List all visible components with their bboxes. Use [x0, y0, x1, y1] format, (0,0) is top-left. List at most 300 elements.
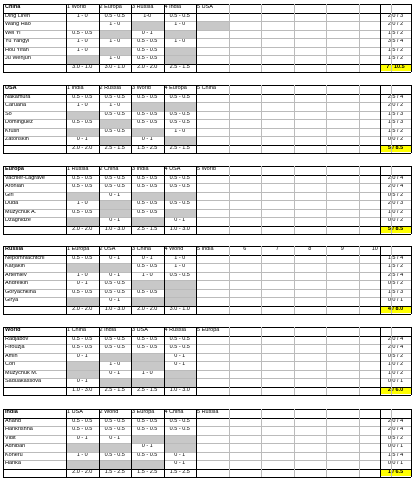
- round-header: 5 USA: [197, 4, 213, 10]
- player-score: 1.0 / 2: [387, 361, 404, 367]
- round-header: [359, 166, 392, 174]
- player-score: 0.5 / 2: [387, 191, 404, 198]
- game-result: 1 - 0: [109, 102, 121, 108]
- match-total: 1.5 - 2.5: [137, 144, 158, 151]
- player-name: Amin: [5, 352, 18, 359]
- round-header: 1 World: [67, 4, 86, 10]
- game-result: 1 - 0: [76, 12, 88, 19]
- game-result: 0.5 - 0.5: [72, 417, 93, 424]
- grid-line: [3, 21, 411, 22]
- grid-line: [359, 327, 360, 395]
- game-result: 0.5 - 0.5: [72, 335, 93, 342]
- grid-line: [196, 327, 197, 395]
- shaded-cell: [132, 362, 164, 370]
- round-header: 1 USA: [67, 409, 83, 415]
- shaded-cell: [165, 137, 197, 145]
- game-result: 0 - 1: [76, 136, 88, 142]
- match-total: 2.5 - 1.5: [137, 386, 158, 393]
- grid-line: [380, 166, 381, 234]
- grid-line: [391, 85, 392, 153]
- player-name: Ju Wenjun: [5, 55, 31, 61]
- grid-line: [326, 166, 327, 234]
- shaded-cell: [100, 461, 132, 469]
- player-score: 1.5 / 2: [387, 127, 404, 134]
- grid-line: [99, 85, 100, 153]
- grid-line: [3, 272, 411, 273]
- round-header: 4 India: [164, 4, 182, 10]
- game-result: 0 - 1: [141, 136, 153, 142]
- grid-line: [3, 102, 411, 103]
- game-result: 0.5 - 0.5: [169, 417, 190, 424]
- round-header: 5 India: [197, 246, 214, 252]
- grid-line: [380, 327, 381, 395]
- game-result: 0.5 - 0.5: [72, 344, 93, 350]
- grid-line: [326, 85, 327, 153]
- shaded-cell: [100, 379, 132, 387]
- grid-line: [131, 246, 132, 314]
- game-result: 0.5 - 0.5: [169, 271, 190, 278]
- shaded-cell: [197, 22, 229, 30]
- game-result: 1 - 0: [174, 263, 186, 269]
- grid-line: [391, 166, 392, 234]
- grid-line: [3, 111, 411, 112]
- grid-line: [131, 85, 132, 153]
- game-result: 0 - 1: [76, 378, 88, 384]
- grid-line: [3, 13, 411, 14]
- game-result: 0.5 - 0.5: [169, 344, 190, 350]
- shaded-cell: [165, 436, 197, 444]
- round-header: 5 World: [197, 166, 216, 172]
- grid-line: [294, 4, 295, 72]
- match-total: 1.5 - 2.5: [104, 468, 125, 475]
- round-header: 2 Europa: [99, 4, 122, 10]
- grid-line: [3, 280, 411, 281]
- player-name: Anand: [5, 417, 21, 424]
- game-result: 1 - 0: [174, 254, 186, 261]
- shaded-cell: [67, 444, 99, 452]
- shaded-cell: [165, 48, 197, 56]
- game-result: 0.5 - 0.5: [104, 110, 125, 117]
- grid-line: [3, 38, 411, 39]
- grid-line: [294, 409, 295, 477]
- grid-line: [411, 85, 412, 153]
- player-name: Krush: [5, 127, 20, 134]
- round-header: [294, 166, 327, 174]
- match-total: 2.5 - 1.5: [169, 63, 190, 70]
- game-result: 0.5 - 0.5: [137, 38, 158, 44]
- shaded-cell: [165, 193, 197, 201]
- game-result: 1 - 0: [76, 451, 88, 458]
- round-header: [326, 85, 359, 93]
- grid-line: [3, 306, 411, 307]
- round-header: [294, 85, 327, 93]
- grid-line: [131, 409, 132, 477]
- shaded-cell: [165, 103, 197, 111]
- shaded-cell: [132, 22, 164, 30]
- game-result: 0 - 1: [141, 443, 153, 449]
- shaded-cell: [132, 436, 164, 444]
- round-header: [294, 327, 327, 335]
- grid-line: [99, 327, 100, 395]
- game-result: 1 - 0: [76, 38, 88, 44]
- round-header: 1 Europa: [67, 246, 90, 252]
- team-name: Russia: [5, 246, 24, 252]
- grid-line: [3, 452, 411, 453]
- team-final-score: 1 / 6.5: [380, 469, 411, 477]
- round-header: 1 India: [67, 85, 84, 91]
- grid-line: [391, 4, 392, 72]
- grid-line: [3, 30, 411, 31]
- game-result: 0.5 - 0.5: [137, 263, 158, 269]
- round-header: 10: [371, 246, 378, 252]
- grid-line: [66, 4, 67, 72]
- grid-line: [131, 166, 132, 234]
- shaded-cell: [132, 129, 164, 137]
- grid-line: [3, 344, 411, 345]
- grid-line: [261, 85, 262, 153]
- team-final-score: 7 / 10.5: [380, 64, 411, 72]
- player-score: 0.5 / 2: [387, 280, 404, 286]
- game-result: 0.5 - 0.5: [104, 335, 125, 342]
- player-name: Girya: [5, 297, 19, 303]
- grid-line: [196, 4, 197, 72]
- game-result: 0.5 - 0.5: [104, 183, 125, 189]
- game-result: 0.5 - 0.5: [72, 174, 93, 181]
- grid-line: [3, 469, 411, 470]
- grid-line: [261, 327, 262, 395]
- team-table-china: [3, 4, 411, 73]
- player-name: Caruana: [5, 102, 27, 108]
- grid-line: [66, 327, 67, 395]
- shaded-cell: [165, 379, 197, 387]
- game-result: 0.5 - 0.5: [72, 288, 93, 295]
- shaded-cell: [100, 137, 132, 145]
- game-result: 0.5 - 0.5: [169, 12, 190, 19]
- match-total: 2.0 - 2.0: [72, 144, 93, 151]
- player-score: 0.0 / 2: [387, 217, 404, 223]
- round-header: 5 Russia: [197, 409, 219, 415]
- grid-line: [380, 246, 381, 314]
- grid-line: [380, 4, 381, 72]
- grid-line: [3, 4, 4, 72]
- game-result: 1 - 0: [109, 361, 121, 367]
- grid-line: [261, 246, 262, 314]
- grid-line: [3, 226, 411, 227]
- round-header: 9: [340, 246, 344, 252]
- game-result: 0.5 - 0.5: [72, 426, 93, 432]
- game-result: 0.5 - 0.5: [137, 344, 158, 350]
- team-table-india: [3, 409, 411, 478]
- grid-line: [164, 409, 165, 477]
- shaded-cell: [165, 281, 197, 289]
- game-result: 1-0: [143, 12, 152, 19]
- round-header: [261, 327, 294, 335]
- player-name: Saduakassova: [5, 378, 42, 384]
- player-score: 2.0 / 2: [387, 21, 404, 27]
- round-header: 2 World: [99, 409, 119, 415]
- player-score: 2.0 / 3: [387, 200, 404, 206]
- player-name: Harikrishna: [5, 426, 33, 432]
- player-score: 1.5 / 4: [387, 451, 404, 458]
- round-header: [294, 409, 327, 417]
- grid-line: [3, 409, 4, 477]
- grid-line: [99, 246, 100, 314]
- game-result: 0.5 - 0.5: [72, 93, 93, 100]
- game-result: 1 - 0: [76, 271, 88, 278]
- player-score: 0.0 / 2: [387, 136, 404, 142]
- match-total: 2.0 - 2.0: [137, 63, 158, 70]
- round-header: 3 India: [132, 166, 149, 172]
- player-score: 2.0 / 3: [387, 12, 404, 19]
- player-score: 0.5 / 2: [387, 352, 404, 359]
- shaded-cell: [132, 379, 164, 387]
- grid-line: [3, 361, 411, 362]
- game-result: 0.5 - 0.5: [137, 110, 158, 117]
- round-header: [229, 4, 262, 12]
- grid-line: [164, 4, 165, 72]
- grid-line: [3, 145, 411, 146]
- player-name: Nepomniachtchi: [5, 254, 45, 261]
- shaded-cell: [165, 444, 197, 452]
- grid-line: [229, 166, 230, 234]
- team-name: World: [5, 327, 21, 333]
- game-result: 0 - 1: [174, 451, 186, 458]
- game-result: 1 - 0: [76, 102, 88, 108]
- round-header: 8: [308, 246, 312, 252]
- match-total: 1.0 - 3.0: [104, 305, 125, 312]
- grid-line: [294, 246, 295, 314]
- player-name: Adhiban: [5, 443, 26, 449]
- grid-line: [3, 85, 4, 153]
- grid-line: [164, 166, 165, 234]
- grid-line: [359, 4, 360, 72]
- grid-line: [261, 4, 262, 72]
- round-header: [326, 409, 359, 417]
- player-score: 2.0 / 4: [387, 426, 404, 432]
- grid-line: [3, 370, 411, 371]
- round-header: [229, 166, 262, 174]
- grid-line: [3, 395, 411, 396]
- grid-line: [359, 409, 360, 477]
- player-score: 1.0 / 2: [387, 208, 404, 215]
- shaded-cell: [165, 298, 197, 306]
- game-result: 0.5 - 0.5: [137, 451, 158, 458]
- grid-line: [359, 246, 360, 314]
- grid-line: [294, 327, 295, 395]
- grid-line: [326, 409, 327, 477]
- game-result: 1 - 0: [174, 38, 186, 44]
- grid-line: [3, 119, 411, 120]
- player-score: 2.5 / 4: [387, 271, 404, 278]
- grid-line: [359, 166, 360, 234]
- player-name: Goryachkina: [5, 288, 36, 295]
- grid-line: [229, 85, 230, 153]
- match-total: 1.0 - 3.0: [169, 386, 190, 393]
- game-result: 0 - 1: [109, 271, 121, 278]
- game-result: 0.5 - 0.5: [169, 93, 190, 100]
- grid-line: [229, 4, 230, 72]
- match-total: 2.5 - 1.5: [104, 144, 125, 151]
- grid-line: [3, 166, 411, 167]
- grid-line: [411, 246, 412, 314]
- round-header: 4 China: [164, 409, 184, 415]
- grid-line: [196, 246, 197, 314]
- grid-line: [411, 4, 412, 72]
- team-final-score: 5 / 8.5: [380, 226, 411, 234]
- grid-line: [3, 72, 411, 73]
- player-score: 1.5 / 2: [387, 29, 404, 36]
- shaded-cell: [132, 354, 164, 362]
- round-header: 3 World: [132, 85, 151, 91]
- team-name: USA: [5, 85, 17, 91]
- game-result: 1 - 0: [76, 46, 88, 53]
- grid-line: [3, 183, 411, 184]
- game-result: 0.5 - 0.5: [169, 335, 190, 342]
- grid-line: [3, 153, 411, 154]
- game-result: 0.5 - 0.5: [104, 288, 125, 295]
- game-result: 0 - 1: [109, 191, 121, 198]
- shaded-cell: [67, 193, 99, 201]
- grid-line: [3, 460, 411, 461]
- grid-line: [380, 85, 381, 153]
- player-score: 1.5 / 3: [387, 110, 404, 117]
- grid-line: [3, 409, 411, 410]
- game-result: 0.5 - 0.5: [104, 451, 125, 458]
- round-header: [326, 4, 359, 12]
- round-header: [359, 327, 392, 335]
- grid-line: [3, 209, 411, 210]
- grid-line: [3, 55, 411, 56]
- game-result: 0.5 - 0.5: [137, 288, 158, 295]
- player-score: 2.0 / 4: [387, 344, 404, 350]
- game-result: 0.5 - 0.5: [72, 208, 93, 215]
- grid-line: [391, 327, 392, 395]
- grid-line: [99, 409, 100, 477]
- game-result: 0.5 - 0.5: [169, 200, 190, 206]
- grid-line: [3, 192, 411, 193]
- round-header: 7: [275, 246, 279, 252]
- grid-line: [326, 4, 327, 72]
- player-name: Radjabov: [5, 335, 29, 342]
- game-result: 0.5 - 0.5: [137, 426, 158, 432]
- shaded-cell: [165, 290, 197, 298]
- grid-line: [99, 4, 100, 72]
- game-result: 0.5 - 0.5: [137, 200, 158, 206]
- grid-line: [164, 246, 165, 314]
- shaded-cell: [67, 298, 99, 306]
- game-result: 0.5 - 0.5: [137, 417, 158, 424]
- game-result: 0.5 - 0.5: [137, 174, 158, 181]
- game-result: 0.5 - 0.5: [137, 93, 158, 100]
- player-name: Ding Liren: [5, 12, 31, 19]
- grid-line: [3, 443, 411, 444]
- round-header: [359, 85, 392, 93]
- player-score: 2.0 / 2: [387, 102, 404, 108]
- match-total: 1.0 - 3.0: [104, 225, 125, 232]
- round-header: [326, 327, 359, 335]
- grid-line: [3, 246, 4, 314]
- game-result: 0 - 1: [109, 369, 121, 376]
- match-total: 3.0 - 1.0: [72, 63, 93, 70]
- round-header: 3 USA: [132, 327, 148, 333]
- game-result: 0.5 - 0.5: [137, 55, 158, 61]
- round-header: 3 Russia: [132, 4, 154, 10]
- game-result: 0 - 1: [141, 254, 153, 261]
- grid-line: [411, 327, 412, 395]
- round-header: 2 USA: [99, 246, 116, 252]
- grid-line: [294, 166, 295, 234]
- grid-line: [66, 166, 67, 234]
- player-name: Vachier-Lagrave: [5, 174, 45, 181]
- grid-line: [411, 166, 412, 234]
- shaded-cell: [67, 461, 99, 469]
- grid-line: [3, 166, 4, 234]
- team-final-score: 4 / 8.0: [380, 306, 411, 314]
- player-score: 2.0 / 4: [387, 335, 404, 342]
- game-result: 1 - 0: [141, 271, 153, 278]
- round-header: 5 China: [197, 85, 216, 91]
- grid-line: [3, 327, 4, 395]
- player-name: Vidit: [5, 434, 16, 441]
- grid-line: [3, 217, 411, 218]
- grid-line: [99, 166, 100, 234]
- player-score: 2.0 / 4: [387, 183, 404, 189]
- game-result: 0 - 1: [76, 280, 88, 286]
- team-name: China: [5, 4, 21, 10]
- round-header: 6: [243, 246, 247, 252]
- game-result: 0 - 1: [109, 297, 121, 303]
- shaded-cell: [100, 48, 132, 56]
- shaded-cell: [100, 201, 132, 209]
- grid-line: [261, 409, 262, 477]
- grid-line: [3, 435, 411, 436]
- shaded-cell: [100, 210, 132, 218]
- grid-line: [391, 409, 392, 477]
- shaded-cell: [165, 56, 197, 64]
- player-score: 0.5 / 2: [387, 434, 404, 441]
- grid-line: [66, 409, 67, 477]
- match-total: 2.0 - 2.0: [72, 225, 93, 232]
- round-header: 2 India: [99, 327, 117, 333]
- round-header: 5 Europa: [197, 327, 220, 333]
- grid-line: [3, 263, 411, 264]
- game-result: 0.5 - 0.5: [104, 280, 125, 286]
- round-header: 4 Russia: [164, 327, 186, 333]
- round-header: 1 China: [67, 327, 86, 333]
- player-name: Dominguez: [5, 119, 33, 125]
- game-result: 0.5 - 0.5: [72, 183, 93, 189]
- grid-line: [3, 234, 411, 235]
- round-header: [261, 4, 294, 12]
- grid-line: [229, 246, 230, 314]
- player-name: Hou Yifan: [5, 46, 29, 53]
- grid-line: [196, 409, 197, 477]
- match-total: 1.0 - 3.0: [72, 386, 93, 393]
- grid-line: [66, 246, 67, 314]
- player-score: 1.5 / 3: [387, 119, 404, 125]
- game-result: 0.5 - 0.5: [169, 174, 190, 181]
- shaded-cell: [67, 264, 99, 272]
- game-result: 0.5 - 0.5: [137, 119, 158, 125]
- match-total: 1.5 - 2.5: [169, 468, 190, 475]
- round-header: [359, 409, 392, 417]
- grid-line: [3, 314, 411, 315]
- player-name: So: [5, 110, 12, 117]
- player-score: 1.5 / 2: [387, 46, 404, 53]
- game-result: 0.5 - 0.5: [137, 183, 158, 189]
- team-final-score: 5 / 8.5: [380, 145, 411, 153]
- player-score: 0.0 / 1: [387, 378, 404, 384]
